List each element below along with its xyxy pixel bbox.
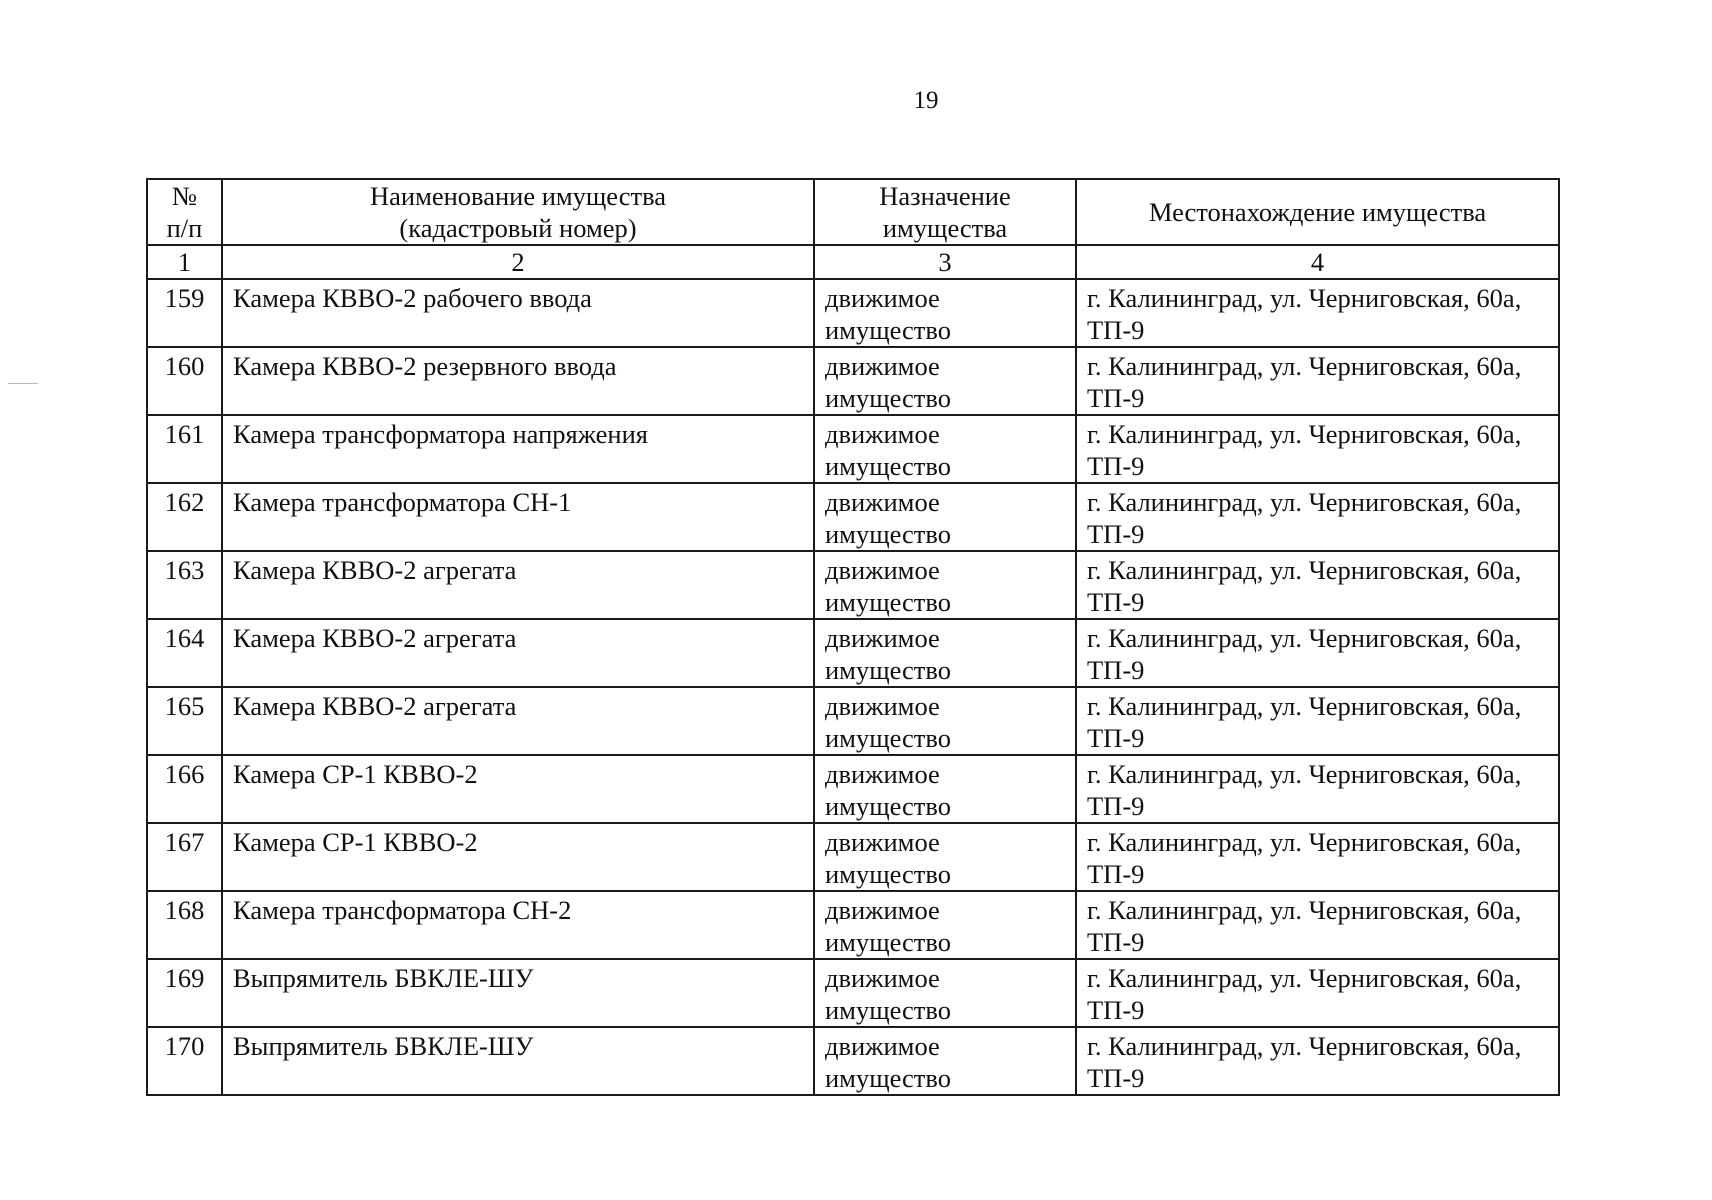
table-header [147,179,1559,279]
property-purpose: движимое имущество [814,891,1076,959]
property-location: г. Калининград, ул. Черниговская, 60а, ТП-9 [1076,959,1559,1027]
property-purpose: движимое имущество [814,347,1076,415]
property-location: г. Калининград, ул. Черниговская, 60а, ТП-9 [1076,687,1559,755]
row-number: 168 [147,891,222,959]
header-purpose-line-2: имущества [882,213,1008,243]
property-name: Камера трансформатора напряжения [222,415,814,483]
page-number: 19 [913,87,939,114]
table-row [147,279,1559,347]
property-purpose: движимое имущество [814,279,1076,347]
header-row [147,179,1559,245]
column-index-row [147,245,1559,279]
table-row [147,959,1559,1027]
property-name: Камера СР-1 КВВО-2 [222,755,814,823]
row-number: 164 [147,619,222,687]
property-purpose: движимое имущество [814,1027,1076,1095]
property-location: г. Калининград, ул. Черниговская, 60а, ТП-9 [1076,619,1559,687]
row-number: 169 [147,959,222,1027]
table-row [147,891,1559,959]
header-name-line-2: (кадастровый номер) [399,213,637,243]
table-row [147,687,1559,755]
property-name: Выпрямитель БВКЛЕ-ШУ [222,959,814,1027]
property-name: Камера КВВО-2 рабочего ввода [222,279,814,347]
row-number: 163 [147,551,222,619]
header-purpose [814,179,1076,245]
table-row [147,823,1559,891]
table-row [147,415,1559,483]
property-location: г. Калининград, ул. Черниговская, 60а, ТП-9 [1076,1027,1559,1095]
column-index: 3 [814,245,1076,279]
property-location: г. Калининград, ул. Черниговская, 60а, ТП-9 [1076,823,1559,891]
property-purpose: движимое имущество [814,551,1076,619]
header-location [1076,179,1559,245]
row-number: 162 [147,483,222,551]
header-purpose-line-1: Назначение [879,181,1011,211]
header-num [147,179,222,245]
column-index: 1 [147,245,222,279]
property-name: Выпрямитель БВКЛЕ-ШУ [222,1027,814,1095]
property-name: Камера СР-1 КВВО-2 [222,823,814,891]
property-name: Камера КВВО-2 агрегата [222,619,814,687]
property-location: г. Калининград, ул. Черниговская, 60а, ТП-9 [1076,279,1559,347]
table-row [147,551,1559,619]
header-num-line-2: п/п [166,213,203,243]
property-purpose: движимое имущество [814,415,1076,483]
property-location: г. Калининград, ул. Черниговская, 60а, ТП-9 [1076,755,1559,823]
property-name: Камера КВВО-2 резервного ввода [222,347,814,415]
property-name: Камера КВВО-2 агрегата [222,551,814,619]
header-location-line-1: Местонахождение имущества [1148,197,1487,227]
property-location: г. Калининград, ул. Черниговская, 60а, ТП-9 [1076,347,1559,415]
row-number: 165 [147,687,222,755]
property-location: г. Калининград, ул. Черниговская, 60а, ТП-9 [1076,551,1559,619]
column-index: 2 [222,245,814,279]
property-name: Камера трансформатора СН-1 [222,483,814,551]
property-location: г. Калининград, ул. Черниговская, 60а, ТП-9 [1076,415,1559,483]
table-row [147,755,1559,823]
table-row [147,483,1559,551]
table-body [147,279,1559,1095]
property-purpose: движимое имущество [814,483,1076,551]
column-index: 4 [1076,245,1559,279]
row-number: 160 [147,347,222,415]
row-number: 166 [147,755,222,823]
row-number: 167 [147,823,222,891]
margin-mark [8,383,38,384]
row-number: 170 [147,1027,222,1095]
property-location: г. Калининград, ул. Черниговская, 60а, ТП-9 [1076,891,1559,959]
table-row [147,347,1559,415]
table-row [147,619,1559,687]
header-name [222,179,814,245]
property-purpose: движимое имущество [814,687,1076,755]
property-location: г. Калининград, ул. Черниговская, 60а, ТП-9 [1076,483,1559,551]
property-name: Камера КВВО-2 агрегата [222,687,814,755]
property-name: Камера трансформатора СН-2 [222,891,814,959]
property-purpose: движимое имущество [814,619,1076,687]
header-num-line-1: № [171,181,198,211]
property-purpose: движимое имущество [814,755,1076,823]
header-name-line-1: Наименование имущества [369,181,667,211]
table-row [147,1027,1559,1095]
property-purpose: движимое имущество [814,959,1076,1027]
row-number: 159 [147,279,222,347]
property-table [146,178,1560,1096]
property-purpose: движимое имущество [814,823,1076,891]
row-number: 161 [147,415,222,483]
